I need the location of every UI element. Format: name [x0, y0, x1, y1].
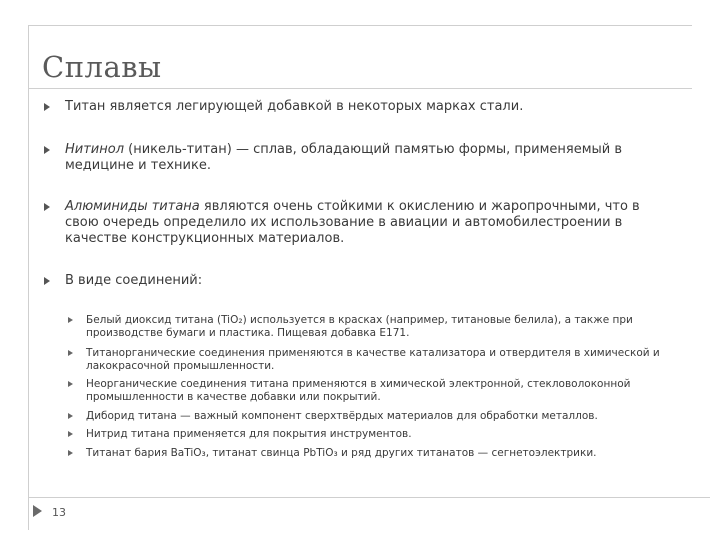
bullet-arrow-icon	[44, 146, 50, 154]
slide-frame-left	[28, 25, 29, 530]
sub-bullet-arrow-icon	[68, 317, 73, 323]
sub-bullet-arrow-icon	[68, 431, 73, 437]
sub-bullet-text: Диборид титана — важный компонент сверхтвёрдых материалов для обработки металлов.	[86, 410, 598, 422]
bullet-text: Титан является легирующей добавкой в некоторых марках стали.	[65, 99, 524, 114]
bullet-text: (никель-титан) — сплав, обладающий памятью формы, применяемый в медицине и технике.	[65, 142, 623, 173]
bullet-text: являются очень стойкими к окислению и жаропрочными, что в свою очередь определило их использование в авиации и автомобилестроении в качестве конструкционных материалов.	[65, 199, 640, 246]
bullet-arrow-icon	[44, 203, 50, 211]
sub-bullet-arrow-icon	[68, 381, 73, 387]
sub-bullet-text: Белый диоксид титана (TiO₂) используется в красках (например, титановые белила), а также при производстве бумаги и пластика. Пищевая добавка E171.	[86, 314, 633, 339]
bullet-text: В виде соединений:	[65, 273, 203, 288]
sub-bullet-arrow-icon	[68, 350, 73, 356]
slide-title: Сплавы	[42, 50, 162, 84]
bullet-emphasis: Алюминиды титана	[65, 199, 200, 214]
bullet-emphasis: Нитинол	[65, 142, 125, 157]
sub-bullet-text: Нитрид титана применяется для покрытия инструментов.	[86, 428, 412, 440]
slide-frame-bottom	[28, 497, 710, 498]
bullet-arrow-icon	[44, 277, 50, 285]
sub-bullet-text: Титанат бария BaTiO₃, титанат свинца PbTiO₃ и ряд других титанатов — сегнетоэлектрики.	[86, 447, 597, 459]
sub-bullet-arrow-icon	[68, 450, 73, 456]
sub-bullet-arrow-icon	[68, 413, 73, 419]
title-divider	[28, 88, 692, 89]
bullet-arrow-icon	[44, 103, 50, 111]
slide-number-marker-icon	[33, 505, 42, 517]
slide-frame-top	[28, 25, 692, 26]
sub-bullet-text: Титанорганические соединения применяются в качестве катализатора и отвердителя в химической и лакокрасочной промышленности.	[86, 347, 660, 372]
slide-number: 13	[52, 506, 66, 519]
sub-bullet-text: Неорганические соединения титана применяются в химической электронной, стекловолоконной промышленности в качестве добавки или покрытий.	[86, 378, 631, 403]
